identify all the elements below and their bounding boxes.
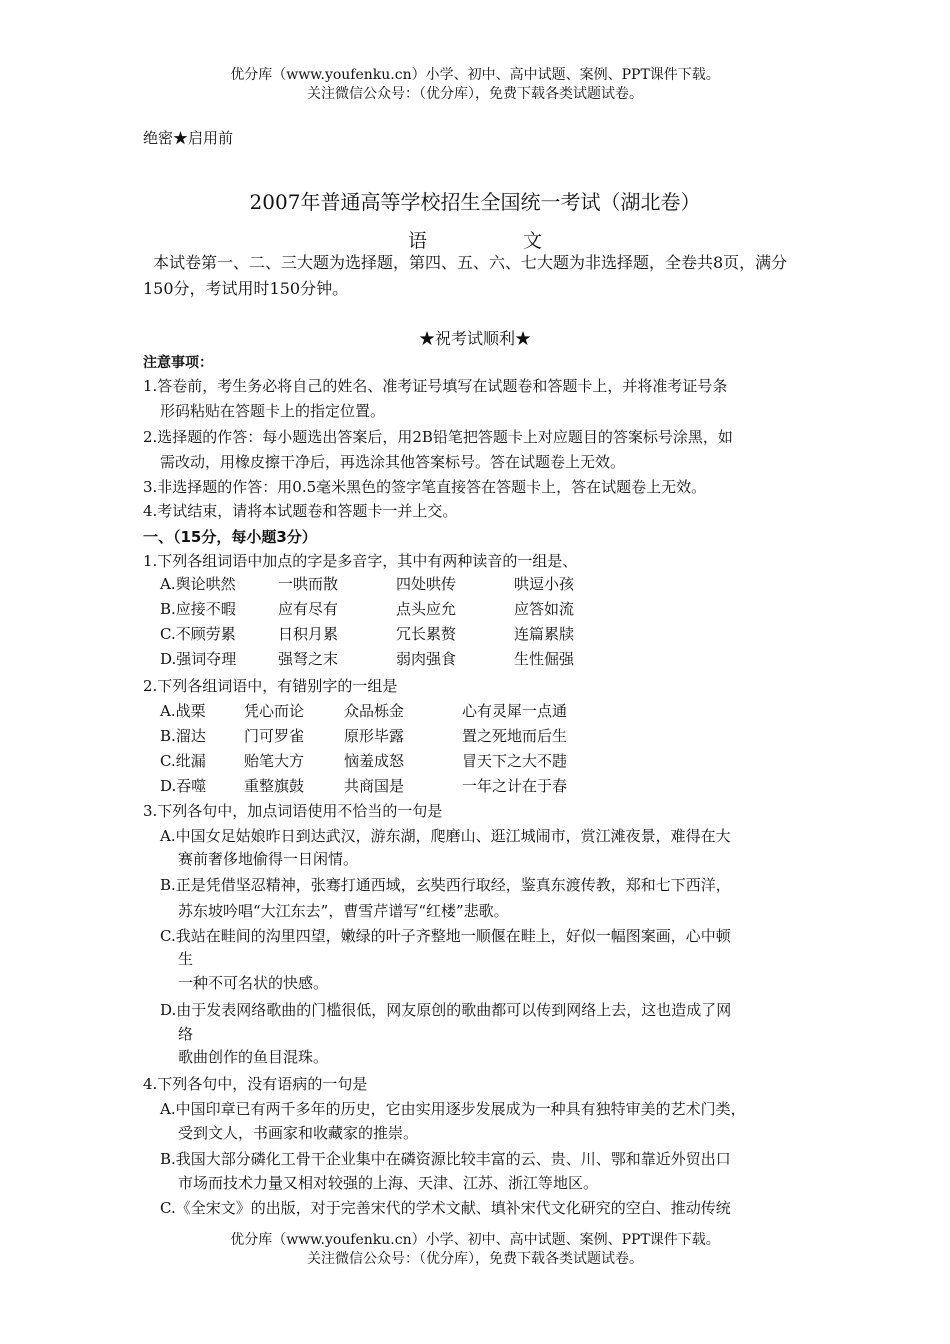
q3-c-line-2: 生 <box>178 950 194 968</box>
q1-a-4: 哄逗小孩 <box>514 575 575 593</box>
wish-line: ★祝考试顺利★ <box>418 329 531 348</box>
q2-c-3: 恼羞成怒 <box>344 752 405 770</box>
q4-stem: 4.下列各句中，没有语病的一句是 <box>143 1075 368 1093</box>
secret-label: 绝密★启用前 <box>143 129 234 147</box>
q2-b-1: B.溜达 <box>160 727 206 745</box>
header-line-2: 关注微信公众号：（优分库），免费下载各类试题试卷。 <box>307 86 643 102</box>
q1-option-c <box>160 624 574 644</box>
q4-a-line-1: A.中国印章已有两千多年的历史，它由实用逐步发展成为一种具有独特审美的艺术门类， <box>160 1100 746 1118</box>
q1-b-1: B.应接不暇 <box>160 600 236 618</box>
q1-a-2: 一哄而散 <box>278 575 339 593</box>
q2-d-1: D.吞噬 <box>160 777 207 795</box>
q2-a-2: 凭心而论 <box>244 702 305 720</box>
q2-stem: 2.下列各组词语中，有错别字的一组是 <box>143 677 398 695</box>
section-1-heading: 一、（15分，每小题3分） <box>143 528 317 546</box>
notice-item-2-line-1: 2.选择题的作答：每小题选出答案后，用2B铅笔把答题卡上对应题目的答案标号涂黑，如 <box>143 428 733 446</box>
q1-b-3: 点头应允 <box>396 600 457 618</box>
q1-c-4: 连篇累牍 <box>514 625 575 643</box>
q4-b-line-1: B.我国大部分磷化工骨干企业集中在磷资源比较丰富的云、贵、川、鄂和靠近外贸出口 <box>160 1150 731 1168</box>
footer-line-1: 优分库（www.youfenku.cn）小学、初中、高中试题、案例、PPT课件下载。 <box>230 1232 720 1248</box>
q1-stem: 1.下列各组词语中加点的字是多音字，其中有两种读音的一组是、 <box>143 552 578 570</box>
exam-title: 2007年普通高等学校招生全国统一考试（湖北卷） <box>249 190 701 214</box>
q3-d-line-1: D.由于发表网络歌曲的门槛很低，网友原创的歌曲都可以传到网络上去，这也造成了网 <box>160 1001 732 1019</box>
notice-item-1-line-1: 1.答卷前，考生务必将自己的姓名、准考证号填写在试题卷和答题卡上，并将准考证号条 <box>143 377 728 395</box>
q4-a-line-2: 受到文人，书画家和收藏家的推崇。 <box>178 1124 419 1142</box>
q3-c-line-3: 一种不可名状的快感。 <box>178 974 329 992</box>
q1-d-4: 生性倔强 <box>514 650 575 668</box>
q2-b-2: 门可罗雀 <box>244 727 305 745</box>
q1-option-a <box>160 574 574 594</box>
q4-c-line-1: C.《全宋文》的出版，对于完善宋代的学术文献、填补宋代文化研究的空白、推动传统 <box>160 1199 731 1217</box>
q1-c-3: 冗长累赘 <box>396 625 457 643</box>
q2-b-4: 置之死地而后生 <box>462 727 568 745</box>
q2-d-4: 一年之计在于春 <box>462 777 568 795</box>
q1-d-3: 弱肉强食 <box>396 650 457 668</box>
q1-a-3: 四处哄传 <box>396 575 457 593</box>
q3-b-line-2: 苏东坡吟唱“大江东去”，曹雪芹谱写“红楼”悲歌。 <box>178 902 509 920</box>
subject-char-1: 语 <box>407 230 427 252</box>
q3-d-line-2: 络 <box>178 1025 194 1043</box>
q2-option-d <box>160 776 567 796</box>
q1-c-2: 日积月累 <box>278 625 339 643</box>
q1-a-1: A.舆论哄然 <box>160 575 236 593</box>
notice-item-4: 4.考试结束，请将本试题卷和答题卡一并上交。 <box>143 502 458 520</box>
subject-heading <box>0 226 950 253</box>
q2-b-3: 原形毕露 <box>344 727 405 745</box>
q2-option-b <box>160 726 567 746</box>
q4-b-line-2: 市场而技术力量又相对较强的上海、天津、江苏、浙江等地区。 <box>178 1174 599 1192</box>
q3-b-line-1: B.正是凭借坚忍精神，张骞打通西域，玄奘西行取经，鉴真东渡传教，郑和七下西洋， <box>160 876 731 894</box>
q1-option-b <box>160 599 574 619</box>
notice-heading: 注意事项： <box>143 355 213 371</box>
q3-a-line-2: 赛前奢侈地偷得一日闲情。 <box>178 850 359 868</box>
q2-a-3: 众品栎金 <box>344 702 405 720</box>
q1-option-d <box>160 649 574 669</box>
q2-option-a <box>160 701 567 721</box>
notice-item-3: 3.非选择题的作答：用0.5毫米黑色的签字笔直接答在答题卡上，答在试题卷上无效。 <box>143 478 707 496</box>
q1-b-2: 应有尽有 <box>278 600 339 618</box>
header-line-1: 优分库（www.youfenku.cn）小学、初中、高中试题、案例、PPT课件下载。 <box>230 67 720 83</box>
q2-c-2: 贻笔大方 <box>244 752 305 770</box>
q2-d-3: 共商国是 <box>344 777 405 795</box>
q3-stem: 3.下列各句中，加点词语使用不恰当的一句是 <box>143 802 443 820</box>
q2-a-4: 心有灵犀一点通 <box>462 702 568 720</box>
q2-option-c <box>160 751 567 771</box>
q1-c-1: C.不顾劳累 <box>160 625 236 643</box>
q1-d-1: D.强词夺理 <box>160 650 237 668</box>
notice-item-2-line-2: 需改动，用橡皮擦干净后，再选涂其他答案标号。答在试题卷上无效。 <box>160 453 626 471</box>
q3-d-line-3: 歌曲创作的鱼目混珠。 <box>178 1048 329 1066</box>
q2-c-1: C.纰漏 <box>160 752 206 770</box>
intro-paragraph: 本试卷第一、二、三大题为选择题，第四、五、六、七大题为非选择题，全卷共8页，满分150分，考试用时150分钟。 <box>143 253 788 298</box>
footer-line-2: 关注微信公众号：（优分库），免费下载各类试题试卷。 <box>307 1251 643 1267</box>
q1-d-2: 强弩之末 <box>278 650 339 668</box>
q3-c-line-1: C.我站在畦间的沟里四望，嫩绿的叶子齐整地一顺偃在畦上，好似一幅图案画，心中顿 <box>160 927 731 945</box>
subject-char-2: 文 <box>523 230 543 252</box>
notice-item-1-line-2: 形码粘贴在答题卡上的指定位置。 <box>160 402 386 420</box>
q3-a-line-1: A.中国女足姑娘昨日到达武汉，游东湖，爬磨山、逛江城闹市，赏江滩夜景，难得在大 <box>160 827 731 845</box>
q1-b-4: 应答如流 <box>514 600 575 618</box>
q2-d-2: 重整旗鼓 <box>244 777 305 795</box>
q2-a-1: A.战栗 <box>160 702 206 720</box>
q2-c-4: 冒天下之大不韪 <box>462 752 568 770</box>
